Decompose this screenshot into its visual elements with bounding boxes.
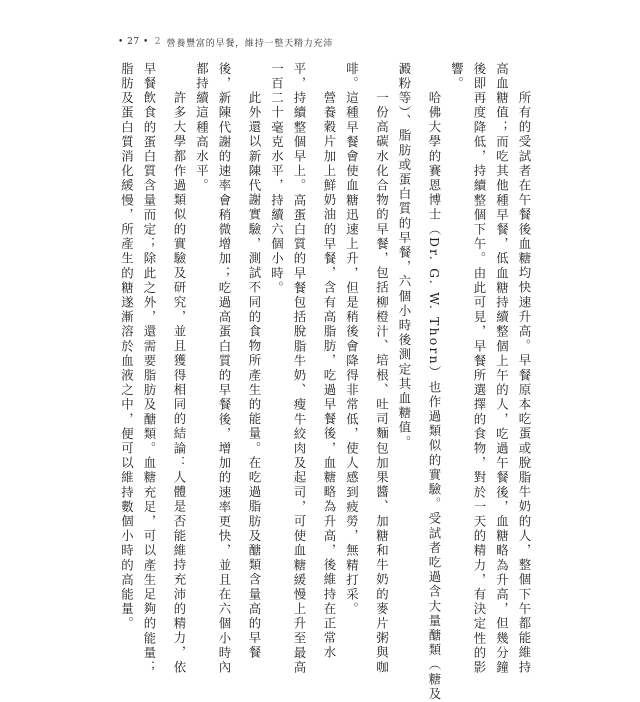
chapter-number: 2 (154, 37, 161, 47)
text-line: 啡。這種早餐會使血糖迅速上升，但是稍後會降得非常低，使人感到疲勞，無精打采。 (344, 62, 360, 617)
text-line: 響。 (449, 62, 465, 92)
text-line: 澱粉等）、脂肪或蛋白質的早餐，六個小時後測定其血糖值。 (397, 62, 412, 450)
text-line: 都持續這種高水平。 (194, 62, 210, 194)
page-number: • 27 • (118, 37, 149, 47)
text-line: 高血糖值；而吃其他種早餐，低血糖持續整個上午的人，吃過午餐後，血糖略為升高，但幾分鐘 (494, 62, 510, 676)
text-line: 一份高碳水化合物的早餐，包括柳橙汁、培根、吐司麵包加果醬、加糖和牛奶的麥片粥與咖 (374, 91, 390, 675)
text-line: 後即再度降低，持續整個下午。由此可見，早餐所選擇的食物，對於一天的精力，有決定性的影 (472, 62, 487, 676)
text-line: 營養穀片加上鮮奶油的早餐，含有高脂肪，吃過早餐後，血糖略為升高，後維持在正常水 (322, 91, 337, 661)
text-line: 一百二十毫克水平，持續六個小時。 (269, 62, 285, 296)
running-title: 營養豐富的早餐，維持一整天精力充沛 (166, 38, 334, 49)
text-line: 許多大學都作過類似的實驗及研究，並且獲得相同的結論：人體是否能維持充沛的精力，依 (172, 91, 187, 675)
running-header (118, 35, 548, 49)
text-line: 脂肪及蛋白質消化緩慢，所產生的糖遂漸溶於血液之中，便可以維持數個小時的高能量。 (119, 62, 135, 632)
text-line: 哈佛大學的賽恩博士（Dr. G. W. Thorn）也作過類似的實驗。受試者吃過含大量醣類（糖及 (427, 91, 442, 702)
body-text (110, 62, 532, 702)
text-line: 所有的受試者在午餐後血糖均快速升高。早餐原本吃蛋或脫脂牛奶的人，整個下午都能維持 (517, 91, 532, 675)
text-line: 後，新陳代謝的速率會稍微增加；吃過高蛋白質的早餐後，增加的速率更快，並且在六個小時內 (217, 62, 232, 676)
text-line: 早餐飲食的蛋白質含量而定；除此之外，還需要脂肪及醣類。血糖充足，可以產生足夠的能量； (142, 62, 157, 676)
text-line: 此外還以新陳代謝實驗，測試不同的食物所產生的能量。在吃過脂肪及醣類含量高的早餐 (247, 91, 262, 661)
text-line: 平，持續整個早上。高蛋白質的早餐包括脫脂牛奶、瘦牛絞肉及起司，可使血糖緩慢上升至最高 (292, 62, 307, 676)
